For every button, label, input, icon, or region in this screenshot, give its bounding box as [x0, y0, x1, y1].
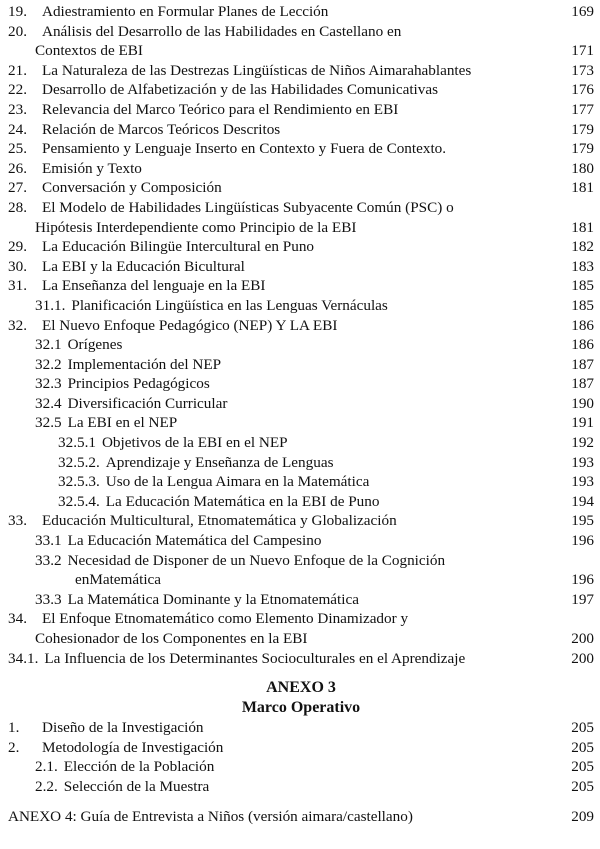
toc-entry[interactable] [8, 2, 594, 22]
toc-entry-page: 196 [571, 532, 594, 550]
toc-entry-title: Selección de la Muestra [63, 777, 210, 795]
toc-entry[interactable] [8, 394, 594, 414]
toc-entry-title: Diversificación Curricular [67, 394, 228, 412]
toc-entry-number: 1. [8, 719, 20, 737]
toc-entry-page: 193 [571, 453, 594, 471]
toc-entry-title: La Educación Bilingüe Intercultural en Puno [42, 238, 315, 256]
toc-entry-title: Hipótesis Interdependiente como Principio de la EBI [35, 218, 357, 236]
toc-entry-number: 31. [8, 277, 27, 295]
toc-entry-title: La Educación Matemática del Campesino [67, 532, 322, 550]
toc-entry-number: 30. [8, 257, 27, 275]
toc-entry-page: 173 [571, 61, 594, 79]
toc-entry-title: Análisis del Desarrollo de las Habilidades en Castellano en [42, 22, 402, 40]
toc-entry-number: 32.5.1 [58, 434, 96, 452]
toc-entry-title: La EBI y la Educación Bicultural [42, 257, 245, 275]
toc-entry-title: Necesidad de Disponer de un Nuevo Enfoque de la Cognición [67, 551, 446, 569]
toc-entry-title: El Modelo de Habilidades Lingüísticas Subyacente Común (PSC) o [42, 198, 454, 216]
toc-entry[interactable] [8, 41, 594, 61]
toc-entry-title: Cohesionador de los Componentes en la EBI [35, 630, 308, 647]
toc-entry-page: 205 [571, 719, 594, 737]
toc-entry[interactable] [8, 433, 594, 453]
toc-entry-page: 182 [571, 238, 594, 256]
toc-entry-number: 34. [8, 610, 27, 628]
toc-entry-page: 191 [571, 414, 594, 432]
toc-entry-number: 2.1. [35, 758, 58, 776]
toc-entry-page: 179 [571, 120, 594, 138]
toc-entry-title: Principios Pedagógicos [67, 375, 210, 393]
toc-entry-title: La Naturaleza de las Destrezas Lingüísticas de Niños Aimarahablantes [42, 61, 472, 79]
toc-entry-number: 28. [8, 198, 27, 216]
toc-entry-number: 19. [8, 3, 27, 20]
toc-entry-page: 185 [571, 296, 594, 314]
toc-entry-page: 192 [571, 434, 594, 452]
toc-entry-title: Conversación y Composición [42, 179, 222, 197]
toc-entry-title: Objetivos de la EBI en el NEP [101, 434, 288, 452]
toc-entry[interactable] [8, 738, 594, 758]
toc-entry-number: 32. [8, 316, 27, 334]
toc-entry-page: 169 [571, 3, 594, 20]
annex3-title: ANEXO 3 [266, 679, 336, 697]
toc-entry-title: La Educación Matemática en la EBI de Puno [105, 492, 380, 510]
toc-entry-title: Orígenes [67, 336, 123, 354]
toc-entry-title: Planificación Lingüística en las Lenguas Vernáculas [71, 296, 388, 314]
toc-entry-title: Educación Multicultural, Etnomatemática y Globalización [42, 512, 397, 530]
toc-entry-number: 32.5 [35, 414, 62, 432]
toc-entry[interactable] [8, 159, 594, 179]
toc-entry-number: 2. [8, 738, 20, 756]
toc-entry-number: 20. [8, 22, 27, 40]
toc-entry-page: 205 [571, 738, 594, 756]
toc-entry-page: 185 [571, 277, 594, 295]
toc-entry-number: 32.5.2. [58, 453, 100, 471]
toc-entry-title: La Influencia de los Determinantes Socioculturales en el Aprendizaje [44, 649, 466, 667]
toc-entry-number: 32.5.3. [58, 473, 100, 491]
toc-entry[interactable] [8, 649, 594, 669]
toc-entry-title: La Matemática Dominante y la Etnomatemática [67, 590, 359, 608]
toc-entry-number: 22. [8, 81, 27, 99]
toc-entry[interactable] [8, 355, 594, 375]
toc-entry-title: La EBI en el NEP [67, 414, 178, 432]
toc-entry[interactable] [8, 198, 594, 218]
toc-entry-title: Adiestramiento en Formular Planes de Lección [42, 3, 329, 20]
toc-entry[interactable] [8, 629, 594, 649]
toc-entry-page: 200 [571, 649, 594, 667]
toc-entry-title: Relevancia del Marco Teórico para el Rendimiento en EBI [42, 100, 399, 118]
toc-entry[interactable] [8, 413, 594, 433]
toc-entry[interactable] [8, 472, 594, 492]
toc-entry-number: 24. [8, 120, 27, 138]
toc-entry-page: 186 [571, 316, 594, 334]
toc-entry-page: 197 [571, 590, 594, 608]
toc-entry-number: 34.1. [8, 649, 39, 667]
toc-entry[interactable] [8, 80, 594, 100]
toc-entry-number: 32.3 [35, 375, 62, 393]
toc-entry-number: 33.1 [35, 532, 62, 550]
toc-entry-number: 21. [8, 61, 27, 79]
toc-entry-page: 180 [571, 159, 594, 177]
toc-entry-page: 176 [571, 81, 594, 99]
toc-entry-title: Metodología de Investigación [42, 738, 224, 756]
toc-entry-number: 29. [8, 238, 27, 256]
toc-entry-number: 32.5.4. [58, 492, 100, 510]
toc-entry-number: 2.2. [35, 777, 58, 795]
annex4-entry[interactable] [8, 807, 594, 827]
toc-entry[interactable] [8, 718, 594, 738]
annex3-list [8, 718, 594, 796]
toc-entry-page: 171 [571, 42, 594, 60]
toc-entry-title: Desarrollo de Alfabetización y de las Habilidades Comunicativas [42, 81, 439, 99]
toc-entry[interactable] [8, 335, 594, 355]
toc-entry-number: 27. [8, 179, 27, 197]
toc-entry[interactable] [8, 777, 594, 797]
toc-entry-page: 179 [571, 140, 594, 158]
toc-entry-page: 177 [571, 100, 594, 118]
toc-entry[interactable] [8, 178, 594, 198]
toc-entry-title: Emisión y Texto [42, 159, 142, 177]
toc-entry[interactable] [8, 257, 594, 277]
toc-entry-page: 181 [571, 218, 594, 236]
toc-entry-page: 187 [571, 375, 594, 393]
toc-entry[interactable] [8, 570, 594, 590]
toc-entry-page: 195 [571, 512, 594, 530]
toc-entry[interactable] [8, 453, 594, 473]
toc-entry-title: Diseño de la Investigación [42, 719, 204, 737]
toc-entry-page: 205 [571, 777, 594, 795]
toc-entry-title: La Enseñanza del lenguaje en la EBI [42, 277, 266, 295]
toc-entry[interactable] [8, 492, 594, 512]
toc-entry-page: 181 [571, 179, 594, 197]
toc-entry-page: 205 [571, 758, 594, 776]
toc-entry-title: Uso de la Lengua Aimara en la Matemática [105, 473, 370, 491]
toc-entry-title: Elección de la Población [63, 758, 215, 776]
toc-entry-number: 23. [8, 100, 27, 118]
toc-entry-page: 183 [571, 257, 594, 275]
toc-entry-number: 33.3 [35, 590, 62, 608]
toc-entry-page: 190 [571, 394, 594, 412]
toc-entry-number: 31.1. [35, 296, 66, 314]
toc-entry[interactable] [8, 316, 594, 336]
annex3-subtitle: Marco Operativo [241, 699, 361, 717]
toc-entry[interactable] [8, 757, 594, 777]
toc-entry[interactable] [8, 511, 594, 531]
toc-entry[interactable] [8, 120, 594, 140]
toc-entry[interactable] [8, 609, 594, 629]
toc-entry-number: 25. [8, 140, 27, 158]
toc-entry-number: 33.2 [35, 551, 62, 569]
toc-entry[interactable] [8, 276, 594, 296]
toc-entry-title: Contextos de EBI [35, 42, 143, 60]
toc-entry-number: 26. [8, 159, 27, 177]
toc-entry-title: El Nuevo Enfoque Pedagógico (NEP) Y LA EBI [42, 316, 338, 334]
toc-entry-number: 32.4 [35, 394, 62, 412]
toc-entry-title: Aprendizaje y Enseñanza de Lenguas [105, 453, 334, 471]
toc-entry-page: 196 [571, 571, 594, 589]
toc-entry[interactable] [8, 531, 594, 551]
toc-entry-page: 200 [571, 630, 594, 647]
toc-entry-title: Implementación del NEP [67, 355, 222, 373]
toc-entry-page: 193 [571, 473, 594, 491]
toc-entry[interactable] [8, 374, 594, 394]
toc-entry[interactable] [8, 590, 594, 610]
toc-entry[interactable] [8, 139, 594, 159]
toc-entry-title: Pensamiento y Lenguaje Inserto en Contexto y Fuera de Contexto. [42, 140, 447, 158]
toc-entry[interactable] [8, 296, 594, 316]
toc-entry-number: 32.1 [35, 336, 62, 354]
toc-entry-page: 187 [571, 355, 594, 373]
toc-entry-title: El Enfoque Etnomatemático como Elemento Dinamizador y [42, 610, 409, 628]
toc-entry[interactable] [8, 237, 594, 257]
toc-entry[interactable] [8, 551, 594, 571]
toc-entry[interactable] [8, 22, 594, 42]
toc-entry-title: enMatemática [75, 571, 162, 589]
toc-entry[interactable] [8, 218, 594, 238]
toc-entry-number: 33. [8, 512, 27, 530]
annex4-text: ANEXO 4: Guía de Entrevista a Niños (versión aimara/castellano) [8, 807, 413, 825]
table-of-contents [8, 2, 594, 826]
toc-list [8, 2, 594, 668]
toc-entry-page: 194 [571, 492, 594, 510]
toc-entry-page: 186 [571, 336, 594, 354]
toc-entry-title: Relación de Marcos Teóricos Descritos [42, 120, 281, 138]
toc-entry[interactable] [8, 100, 594, 120]
toc-entry[interactable] [8, 61, 594, 81]
annex4-page: 209 [571, 807, 594, 825]
toc-entry-number: 32.2 [35, 355, 62, 373]
